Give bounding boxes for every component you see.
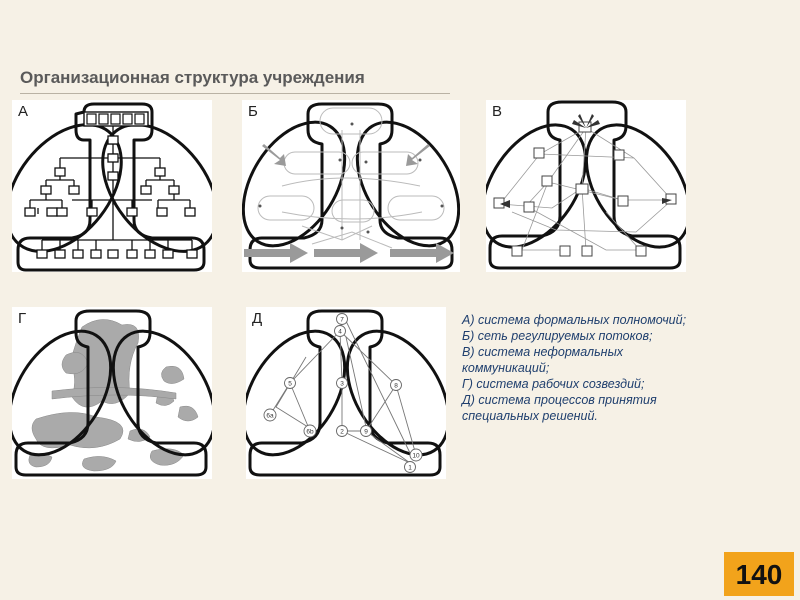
node-label-3: 3	[340, 380, 344, 388]
legend-line: Г) система рабочих созвездий;	[462, 377, 645, 391]
panel-v-letter: В	[492, 103, 503, 120]
node-label-10: 10	[412, 452, 420, 460]
panel-g	[12, 307, 212, 479]
panel-g-letter: Г	[18, 310, 27, 327]
node-label-6b: 6b	[306, 428, 314, 436]
node-label-4: 4	[338, 328, 342, 336]
slide-title: Организационная структура учреждения	[20, 68, 365, 87]
legend-line: В) система неформальных	[462, 345, 624, 359]
node-label-8: 8	[394, 382, 398, 390]
panel-a-letter: А	[18, 103, 29, 120]
node-label-7: 7	[340, 316, 344, 324]
legend-line: А) система формальных полномочий;	[462, 313, 687, 327]
title-divider	[20, 93, 450, 94]
legend-line: специальных решений.	[462, 409, 598, 423]
node-label-5: 5	[288, 380, 292, 388]
panel-b-diagram	[242, 100, 460, 272]
panel-d-diagram	[246, 307, 446, 479]
panel-g-diagram	[12, 307, 212, 479]
panel-a-diagram	[12, 100, 212, 272]
panel-b	[242, 100, 460, 272]
node-label-2: 2	[340, 428, 344, 436]
page-number-badge: 140	[724, 552, 794, 596]
panel-v	[486, 100, 686, 272]
legend	[462, 312, 762, 424]
node-label-9: 9	[364, 428, 368, 436]
panel-v-diagram	[486, 100, 686, 272]
node-label-1: 1	[408, 464, 412, 472]
node-label-6a: 6a	[266, 412, 274, 420]
legend-line: коммуникаций;	[462, 361, 550, 375]
legend-line: Б) сеть регулируемых потоков;	[462, 329, 653, 343]
panel-d-letter: Д	[252, 310, 263, 327]
panel-d	[246, 307, 446, 479]
legend-line: Д) система процессов принятия	[462, 393, 657, 407]
panel-a	[12, 100, 212, 272]
panel-b-letter: Б	[248, 103, 258, 120]
